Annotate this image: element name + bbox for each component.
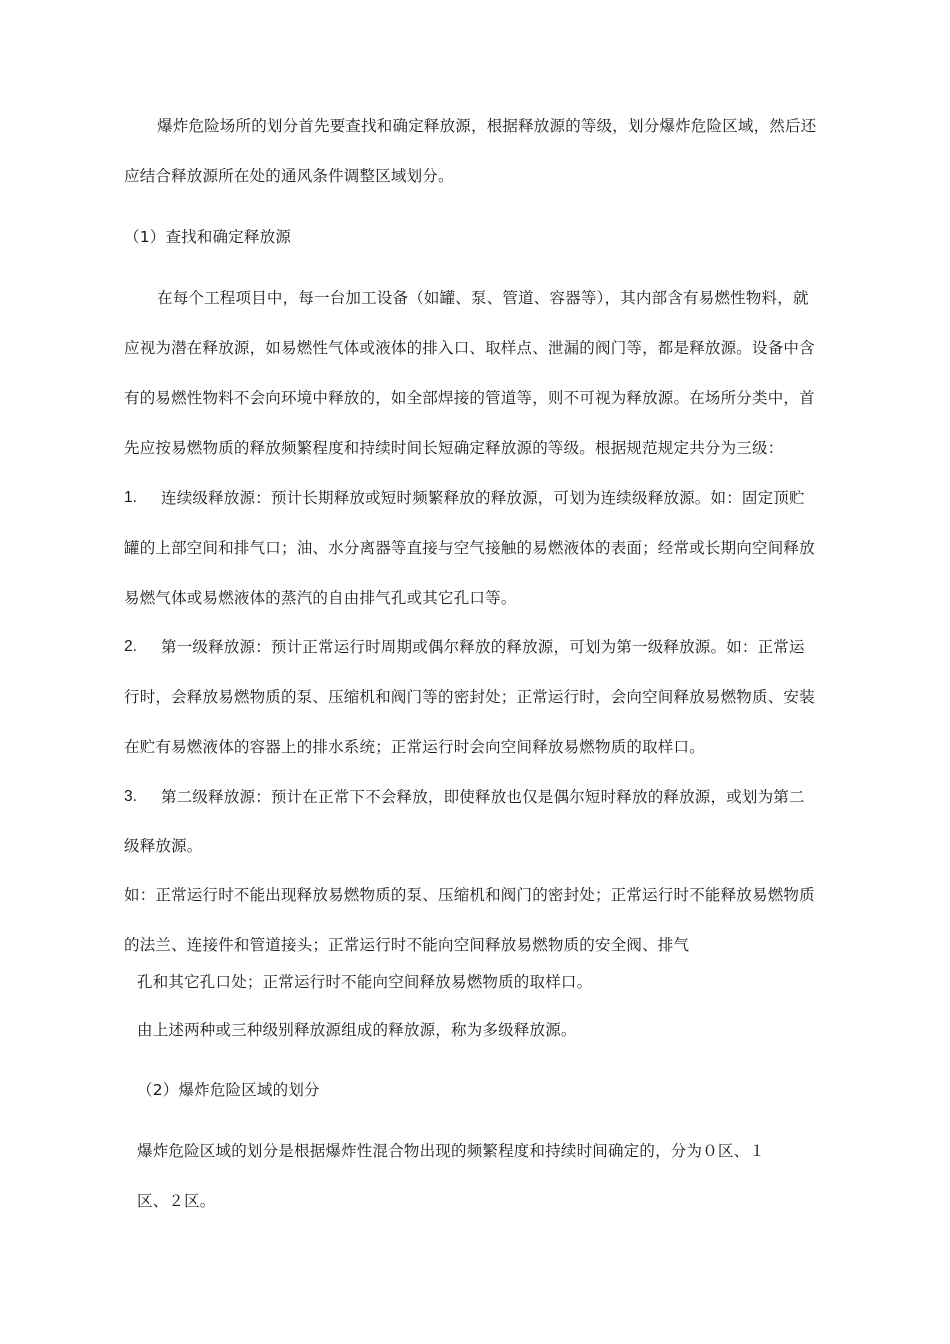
item-3-line-1: 第二级释放源：预计在正常下不会释放，即使释放也仅是偶尔短时释放的释放源，或划为第二 — [161, 788, 805, 806]
multi-level-line: 由上述两种或三种级别释放源组成的释放源，称为多级释放源。 — [137, 1021, 577, 1039]
section-2-heading: （2）爆炸危险区域的划分 — [137, 1081, 320, 1099]
item-2-line-1: 第一级释放源：预计正常运行时周期或偶尔释放的释放源，可划为第一级释放源。如：正常运 — [161, 638, 805, 656]
para-1-line-1: 在每个工程项目中，每一台加工设备（如罐、泵、管道、容器等），其内部含有易燃性物料，就 — [157, 289, 809, 307]
item-1-line-1: 连续级释放源：预计长期释放或短时频繁释放的释放源，可划为连续级释放源。如：固定顶贮 — [161, 489, 805, 507]
item-2-line-3: 在贮有易燃液体的容器上的排水系统；正常运行时会向空间释放易燃物质的取样口。 — [124, 738, 705, 756]
example-line-1: 如：正常运行时不能出现释放易燃物质的泵、压缩机和阀门的密封处；正常运行时不能释放易燃物质 — [124, 886, 815, 904]
intro-line-1: 爆炸危险场所的划分首先要查找和确定释放源，根据释放源的等级，划分爆炸危险区域，然后还 — [157, 117, 817, 135]
item-3-line-2: 级释放源。 — [124, 837, 203, 855]
para-2-line-2: 区、２区。 — [137, 1192, 216, 1210]
para-1-line-2: 应视为潜在释放源，如易燃性气体或液体的排入口、取样点、泄漏的阀门等，都是释放源。设备中含 — [124, 339, 815, 357]
example-line-3: 孔和其它孔口处；正常运行时不能向空间释放易燃物质的取样口。 — [137, 973, 593, 991]
example-line-2: 的法兰、连接件和管道接头；正常运行时不能向空间释放易燃物质的安全阀、排气 — [124, 936, 690, 954]
item-1-line-3: 易燃气体或易燃液体的蒸汽的自由排气孔或其它孔口等。 — [124, 589, 517, 607]
item-1-number: 1. — [124, 489, 137, 506]
section-1-heading: （1）查找和确定释放源 — [124, 228, 292, 246]
para-1-line-3: 有的易燃性物料不会向环境中释放的，如全部焊接的管道等，则不可视为释放源。在场所分类中，首 — [124, 389, 815, 407]
item-2-number: 2. — [124, 638, 137, 655]
item-2-line-2: 行时，会释放易燃物质的泵、压缩机和阀门等的密封处；正常运行时，会向空间释放易燃物质、安装 — [124, 688, 815, 706]
item-3-number: 3. — [124, 788, 137, 805]
intro-line-2: 应结合释放源所在处的通风条件调整区域划分。 — [124, 167, 454, 185]
para-1-line-4: 先应按易燃物质的释放频繁程度和持续时间长短确定释放源的等级。根据规范规定共分为三级： — [124, 439, 784, 457]
item-1-line-2: 罐的上部空间和排气口；油、水分离器等直接与空气接触的易燃液体的表面；经常或长期向空间释放 — [124, 539, 815, 557]
para-2-line-1: 爆炸危险区域的划分是根据爆炸性混合物出现的频繁程度和持续时间确定的，分为０区、１ — [137, 1142, 766, 1160]
